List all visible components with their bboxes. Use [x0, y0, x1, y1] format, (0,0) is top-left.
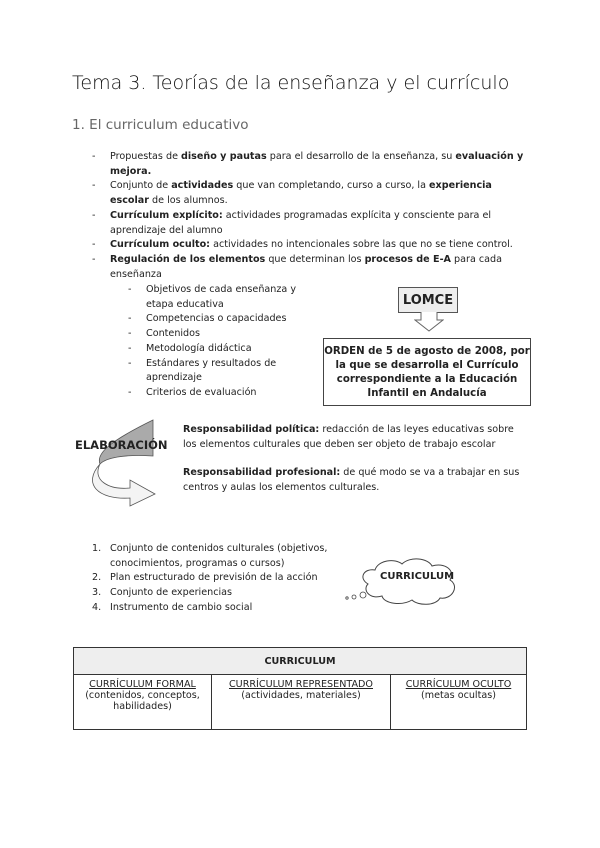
text: que van completando, curso a curso, la [233, 180, 430, 192]
list-item: - Criterios de evaluación [128, 386, 308, 401]
curriculum-table [73, 647, 527, 730]
list-number: 4. [92, 601, 102, 613]
cell-desc: (actividades, materiales) [241, 690, 361, 701]
cell-title: CURRÍCULUM FORMAL [89, 679, 196, 690]
cloud-label: CURRICULUM [380, 571, 455, 582]
down-arrow-icon [414, 312, 444, 332]
bold-text: actividades [171, 180, 234, 192]
list-item: - Contenidos [128, 327, 308, 342]
curriculum-definitions-list [92, 542, 342, 616]
bold-text: Responsabilidad política: [183, 424, 320, 435]
paragraph [183, 423, 528, 452]
lomce-box: LOMCE [398, 287, 458, 313]
cell-desc: (metas ocultas) [421, 690, 496, 701]
list-text: Plan estructurado de previsión de la acción [110, 572, 318, 584]
curved-arrow-icon [78, 418, 158, 508]
bold-text: evaluación y mejora. [110, 151, 524, 177]
table-cell [74, 675, 212, 730]
bold-text: Responsabilidad profesional: [183, 467, 341, 479]
text: redacción de las leyes educativas sobre los elementos culturales que deben ser objeto de trabajo escolar [183, 424, 514, 450]
list-item: - Objetivos de cada enseñanza y etapa educativa [128, 283, 308, 312]
cell-title: CURRÍCULUM REPRESENTADO [228, 679, 373, 690]
text: que determinan los [265, 253, 365, 265]
bold-text: Currículum oculto: [110, 239, 211, 251]
list-item [92, 150, 532, 179]
text: actividades no intencionales sobre las que no se tiene control. [210, 239, 513, 251]
list-item [92, 209, 532, 238]
paragraph [183, 466, 528, 495]
page-title: Tema 3. Teorías de la enseñanza y el currículo [72, 72, 510, 94]
orden-box: ORDEN de 5 de agosto de 2008, por la que se desarrolla el Currículo correspondiente a la Educación Infantil en Andalucía [323, 338, 531, 406]
list-item [92, 586, 342, 601]
list-item [92, 542, 342, 571]
table-header: CURRICULUM [74, 648, 527, 675]
cell-title: CURRÍCULUM OCULTO [405, 679, 512, 690]
text: de qué modo se va a trabajar en sus centros y aulas los elementos culturales. [183, 467, 520, 494]
definition-list [92, 150, 532, 282]
elements-list [128, 283, 308, 401]
thought-cloud-icon [340, 556, 465, 608]
text: para el desarrollo de la enseñanza, su [266, 151, 456, 162]
list-number: 2. [92, 572, 102, 584]
list-item [92, 253, 532, 282]
bold-text: experiencia escolar [110, 180, 492, 207]
text: Conjunto de [110, 180, 172, 192]
list-number: 3. [92, 587, 102, 599]
bold-text: Regulación de los elementos [110, 253, 266, 265]
list-number: 1. [92, 543, 102, 554]
text: de los alumnos. [149, 195, 228, 207]
responsibility-section [183, 423, 528, 496]
text: para cada enseñanza [110, 253, 502, 280]
text: actividades programadas explícita y consciente para el aprendizaje del alumno [110, 209, 492, 236]
list-item: - Competencias o capacidades [128, 312, 308, 327]
cell-desc: (contenidos, conceptos, habilidades) [85, 690, 200, 712]
list-item [92, 238, 532, 253]
list-item: - Metodología didáctica [128, 342, 308, 357]
list-item: - Estándares y resultados de aprendizaje [128, 357, 308, 386]
table-cell [212, 675, 391, 730]
list-item [92, 571, 342, 586]
elaboracion-label: ELABORACIÓN [75, 438, 168, 452]
bold-text: diseño y pautas [181, 151, 267, 162]
section-heading: 1. El curriculum educativo [72, 117, 249, 133]
list-item [92, 601, 342, 616]
bold-text: Currículum explícito: [110, 209, 223, 221]
text: Propuestas de [110, 151, 182, 162]
list-text: Conjunto de experiencias [110, 587, 233, 599]
list-item [92, 179, 532, 208]
bold-text: procesos de E-A [364, 253, 451, 265]
list-text: Conjunto de contenidos culturales (objetivos, conocimientos, programas o cursos) [110, 543, 328, 569]
list-text: Instrumento de cambio social [110, 601, 253, 613]
table-cell [391, 675, 527, 730]
